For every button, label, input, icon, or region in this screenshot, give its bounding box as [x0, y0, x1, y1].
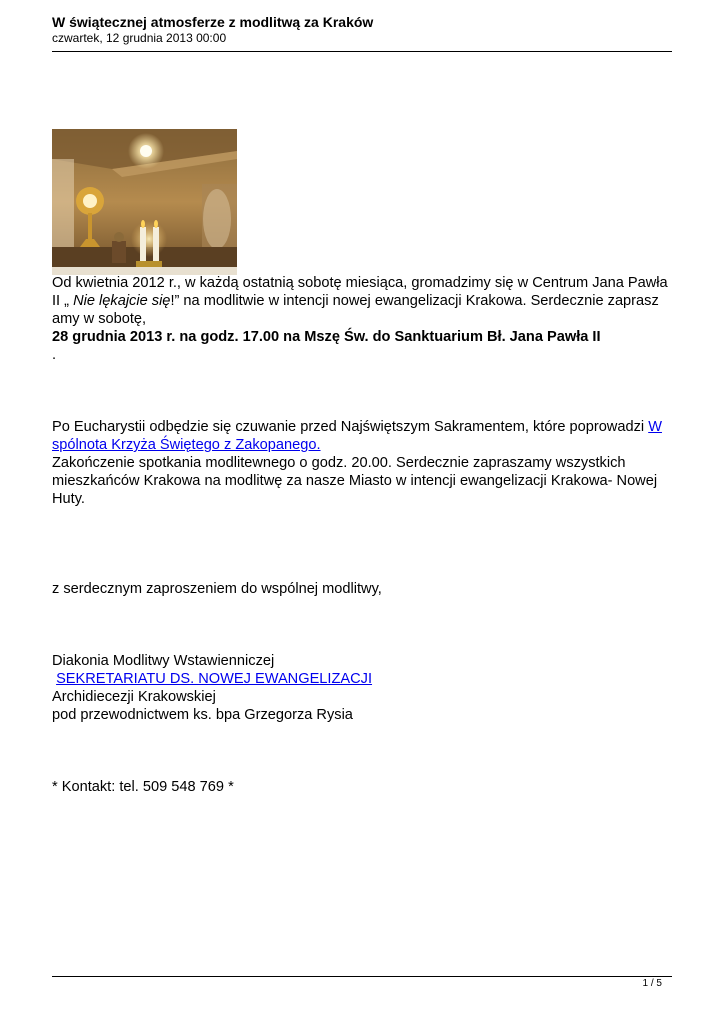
intro-quote: Nie lękajcie się [73, 293, 171, 309]
footer-divider [52, 976, 672, 977]
community-link[interactable]: W spólnota Krzyża Świętego z Zakopanego. [52, 419, 662, 453]
page-number: 1 / 5 [642, 978, 662, 989]
article-date: czwartek, 12 grudnia 2013 00:00 [52, 31, 227, 45]
intro-text: Od kwietnia 2012 r., w każdą ostatnią sobotę miesiąca, gromadzimy się w Centrum Jana Pawła II „ [52, 275, 668, 309]
mass-date-line: 28 grudnia 2013 r. na godz. 17.00 na Mszę Św. do Sanktuarium Bł. Jana Pawła II [52, 329, 601, 345]
dot-line: . [52, 347, 57, 363]
header-divider [52, 51, 672, 52]
article-title: W świątecznej atmosferze z modlitwą za Kraków [52, 14, 374, 30]
intro-paragraph [52, 274, 672, 328]
article-body [52, 274, 672, 796]
chapel-photo-illustration [52, 129, 237, 275]
closing-paragraph: Zakończenie spotkania modlitewnego o godz. 20.00. Serdecznie zapraszamy wszystkich mieszkańców Krakowa na modlitwę za nasze Miasto w intencji ewangelizacji Krakowa- Nowej Huty. [52, 455, 658, 507]
signature-line-3: Archidiecezji Krakowskiej [52, 689, 216, 705]
signature-line-1: Diakonia Modlitwy Wstawienniczej [52, 653, 275, 669]
eucharist-paragraph [52, 418, 672, 454]
invitation-line: z serdecznym zaproszeniem do wspólnej modlitwy, [52, 581, 382, 597]
page-header [52, 14, 672, 46]
monstrance-photo [52, 129, 237, 275]
intro-text-end: !” na modlitwie w intencji nowej ewangelizacji Krakowa. Serdecznie zaprasz amy w sobotę, [52, 293, 659, 327]
eucharist-text: Po Eucharystii odbędzie się czuwanie przed Najświętszym Sakramentem, które poprowadzi [52, 419, 649, 435]
signature-line-2 [52, 670, 672, 688]
signature-line-4: pod przewodnictwem ks. bpa Grzegorza Rysia [52, 707, 353, 723]
secretariat-link[interactable]: SEKRETARIATU DS. NOWEJ EWANGELIZACJI [56, 671, 373, 687]
contact-line: * Kontakt: tel. 509 548 769 * [52, 779, 234, 795]
